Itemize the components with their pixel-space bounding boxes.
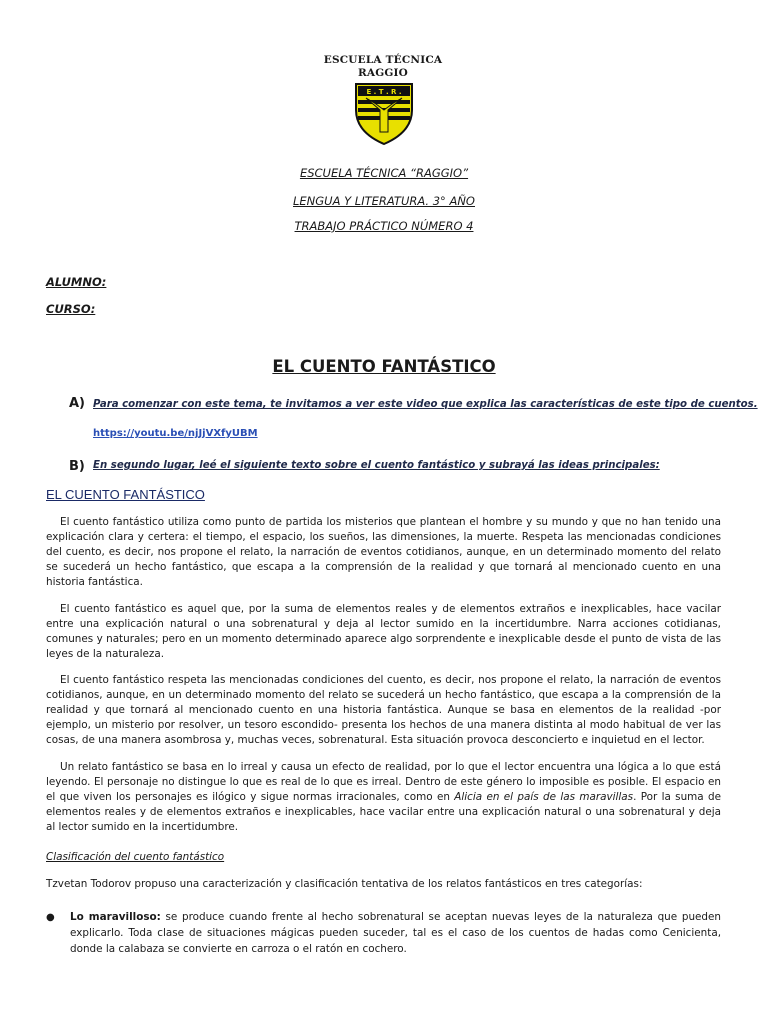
logo-line-2: RAGGIO bbox=[357, 67, 409, 79]
task-b-instruction: En segundo lugar, leé el siguiente texto sobre el cuento fantástico y subrayá las ideas principales: bbox=[93, 460, 660, 471]
logo-badge-text: E . T . R . bbox=[366, 88, 402, 96]
paragraph-1: El cuento fantástico utiliza como punto de partida los misterios que plantean el hombre y su mundo y que no han tenido una explicación clara y certera: el tiempo, el espacio, los sueños, las dimensiones, la muerte. Respeta las mencionadas condiciones del cuento, es decir, nos propone el relato, la narración de eventos cotidianos, aunque, en un determinado momento del relato se sucederá un hecho fantástico, que escapa a la comprensión de la realidad y que tornará al mencionado cuento en una historia fantástica. bbox=[46, 516, 721, 588]
task-a-instruction: Para comenzar con este tema, te invitamos a ver este video que explica las características de este tipo de cuentos. bbox=[93, 399, 758, 410]
bullet-item-maravilloso: Lo maravilloso: se produce cuando frente al hecho sobrenatural se aceptan nuevas leyes de la naturaleza que pueden explicarlo. Toda clase de situaciones mágicas pueden suceder, tal es el caso de los cuentos de hadas como Cenicienta, donde la calabaza se convierte en carroza o el ratón en cochero. bbox=[70, 911, 721, 955]
student-label: ALUMNO: bbox=[46, 275, 107, 289]
header-assignment: TRABAJO PRÁCTICO NÚMERO 4 bbox=[294, 219, 474, 233]
bullet-term: Lo maravilloso: bbox=[70, 911, 161, 923]
bullet-icon: ● bbox=[46, 912, 55, 923]
school-logo-caption bbox=[320, 54, 446, 80]
classification-title: Clasificación del cuento fantástico bbox=[46, 851, 225, 863]
task-a-marker: A) bbox=[69, 396, 86, 411]
task-b-marker: B) bbox=[69, 459, 85, 474]
logo-line-1: ESCUELA TÉCNICA bbox=[323, 54, 443, 66]
paragraph-3: El cuento fantástico respeta las mencionadas condiciones del cuento, es decir, nos propone el relato, la narración de eventos cotidianos, aunque, en un determinado momento del relato se sucederá un hecho fantástico, que escapa a la comprensión de la realidad y que tornará al mencionado cuento en una historia fantástica. Aunque se basa en elementos de la realidad -por ejemplo, un misterio por resolver, un tesoro escondido- presenta los hechos de una manera distinta al modo habitual de ver las cosas, de una manera asombrosa y, muchas veces, sobrenatural. Esta situación provoca desconcierto e inquietud en el lector. bbox=[46, 674, 721, 746]
course-label: CURSO: bbox=[46, 302, 96, 316]
header-subject: LENGUA Y LITERATURA. 3° AÑO bbox=[293, 194, 475, 208]
reading-title: EL CUENTO FANTÁSTICO bbox=[46, 487, 205, 502]
video-link[interactable]: https://youtu.be/njJjVXfyUBM bbox=[93, 428, 258, 439]
classification-intro: Tzvetan Todorov propuso una caracterización y clasificación tentativa de los relatos fantásticos en tres categorías: bbox=[46, 878, 643, 890]
paragraph-2: El cuento fantástico es aquel que, por la suma de elementos reales y de elementos extraños e inexplicables, hace vacilar entre una explicación natural o una sobrenatural y deja al lector sumido en la incertidumbre. Narra acciones cotidianas, comunes y naturales; pero en un momento determinado aparece algo sorprendente e inexplicable desde el punto de vista de las leyes de la naturaleza. bbox=[46, 603, 721, 660]
book-title: Alicia en el país de las maravillas bbox=[454, 791, 634, 803]
header-school: ESCUELA TÉCNICA “RAGGIO” bbox=[299, 166, 469, 180]
school-shield-logo bbox=[352, 80, 416, 146]
page-title: EL CUENTO FANTÁSTICO bbox=[272, 357, 496, 376]
paragraph-4: Un relato fantástico se basa en lo irreal y causa un efecto de realidad, por lo que el lector encuentra una lógica a lo que está leyendo. El personaje no distingue lo que es real de lo que es irreal. Dentro de este género lo imposible es posible. El espacio en el que viven los personajes es ilógico y sigue normas irracionales, como en Alicia en el país de las maravillas. Por la suma de elementos reales y de elementos extraños e inexplicables, hace vacilar entre una explicación natural o una sobrenatural y deja al lector sumido en la incertidumbre. bbox=[46, 761, 721, 833]
